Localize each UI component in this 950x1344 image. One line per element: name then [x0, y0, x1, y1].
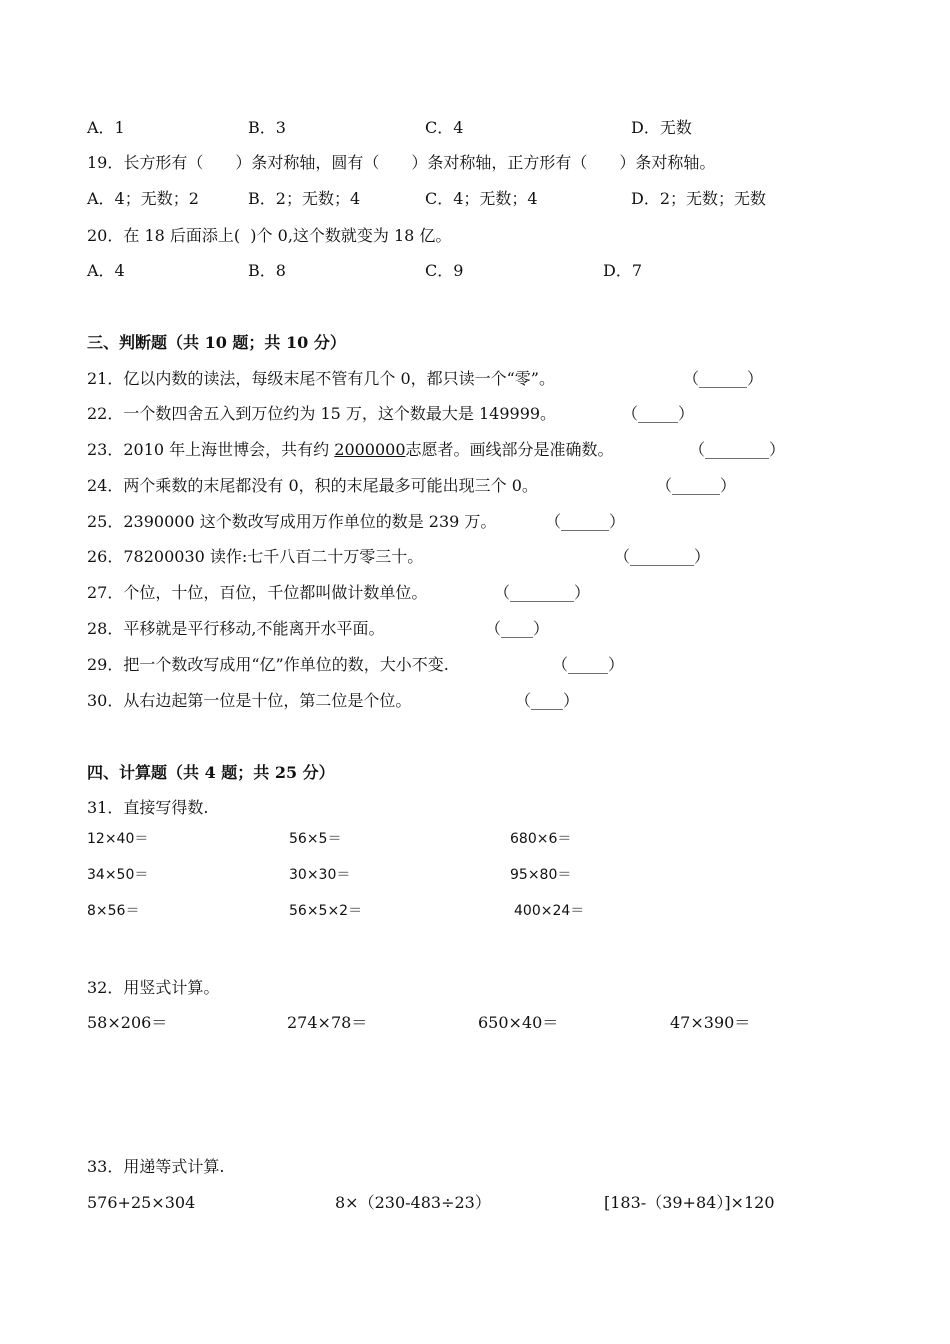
q25-text: 25．2390000 这个数改写成用万作单位的数是 239 万。: [87, 512, 497, 531]
q19-option-b: B．2；无数；4: [248, 189, 361, 208]
q24-text: 24．两个乘数的末尾都没有 0，积的末尾最多可能出现三个 0。: [87, 476, 538, 495]
q19-option-a: A．4；无数；2: [87, 189, 199, 208]
q26-answer-blank[interactable]: （________）: [614, 547, 711, 566]
q31-item-8: 56×5×2＝: [289, 903, 363, 919]
q20-option-a: A．4: [87, 261, 125, 280]
q31-item-4: 34×50＝: [87, 867, 149, 883]
q31-item-1: 12×40＝: [87, 831, 149, 847]
q31-item-6: 95×80＝: [510, 867, 572, 883]
q28-text: 28．平移就是平行移动,不能离开水平面。: [87, 619, 385, 638]
q27-answer-blank[interactable]: （________）: [494, 583, 591, 602]
q21-text: 21．亿以内数的读法，每级末尾不管有几个 0，都只读一个“零”。: [87, 369, 555, 388]
q30-text: 30．从右边起第一位是十位，第二位是个位。: [87, 691, 412, 710]
q23-underlined-number: 2000000: [334, 440, 406, 459]
q31-item-2: 56×5＝: [289, 831, 342, 847]
section4-title: 四、计算题（共 4 题；共 25 分）: [87, 763, 335, 782]
q20-option-b: B．8: [248, 261, 286, 280]
q18-option-d: D．无数: [631, 118, 692, 137]
q27-text: 27．个位，十位，百位，千位都叫做计数单位。: [87, 583, 428, 602]
q18-option-b: B．3: [248, 118, 286, 137]
q30-answer-blank[interactable]: （____）: [515, 691, 580, 710]
q21-answer-blank[interactable]: （______）: [683, 369, 764, 388]
q32-item-1: 58×206＝: [87, 1013, 168, 1032]
q31-stem: 31．直接写得数.: [87, 798, 209, 817]
q31-item-7: 8×56＝: [87, 903, 140, 919]
q31-item-5: 30×30＝: [289, 867, 351, 883]
q19-stem: 19．长方形有（ ）条对称轴，圆有（ ）条对称轴，正方形有（ ）条对称轴。: [87, 153, 716, 172]
q24-answer-blank[interactable]: （______）: [656, 476, 737, 495]
q32-stem: 32．用竖式计算。: [87, 978, 220, 997]
q31-item-3: 680×6＝: [510, 831, 572, 847]
q29-answer-blank[interactable]: （_____）: [552, 655, 625, 674]
q22-answer-blank[interactable]: （_____）: [622, 404, 695, 423]
q33-item-3: [183-（39+84）]×120: [604, 1193, 775, 1212]
q23-text-pre: 23．2010 年上海世博会，共有约: [87, 440, 335, 459]
q32-item-3: 650×40＝: [478, 1013, 559, 1032]
q26-text: 26．78200030 读作:七千八百二十万零三十。: [87, 547, 424, 566]
q20-stem: 20．在 18 后面添上( )个 0,这个数就变为 18 亿。: [87, 226, 452, 245]
q33-stem: 33．用递等式计算.: [87, 1157, 225, 1176]
q33-item-2: 8×（230-483÷23）: [335, 1193, 491, 1212]
q32-item-4: 47×390＝: [670, 1013, 751, 1032]
q28-answer-blank[interactable]: （____）: [485, 619, 550, 638]
q18-option-c: C．4: [425, 118, 464, 137]
q33-item-1: 576+25×304: [87, 1193, 196, 1212]
q29-text: 29．把一个数改写成用“亿”作单位的数，大小不变.: [87, 655, 449, 674]
q20-option-c: C．9: [425, 261, 464, 280]
q18-option-a: A．1: [87, 118, 125, 137]
q19-option-c: C．4；无数；4: [425, 189, 538, 208]
q32-item-2: 274×78＝: [287, 1013, 368, 1032]
q20-option-d: D．7: [603, 261, 643, 280]
q23-text: [87, 440, 614, 460]
section3-title: 三、判断题（共 10 题；共 10 分）: [87, 333, 346, 352]
q31-item-9: 400×24＝: [514, 903, 585, 919]
q22-text: 22．一个数四舍五入到万位约为 15 万，这个数最大是 149999。: [87, 404, 557, 423]
q23-text-post: 志愿者。画线部分是准确数。: [405, 440, 614, 459]
q19-option-d: D．2；无数；无数: [631, 189, 767, 208]
q23-answer-blank[interactable]: （________）: [689, 440, 786, 459]
q25-answer-blank[interactable]: （______）: [545, 512, 626, 531]
